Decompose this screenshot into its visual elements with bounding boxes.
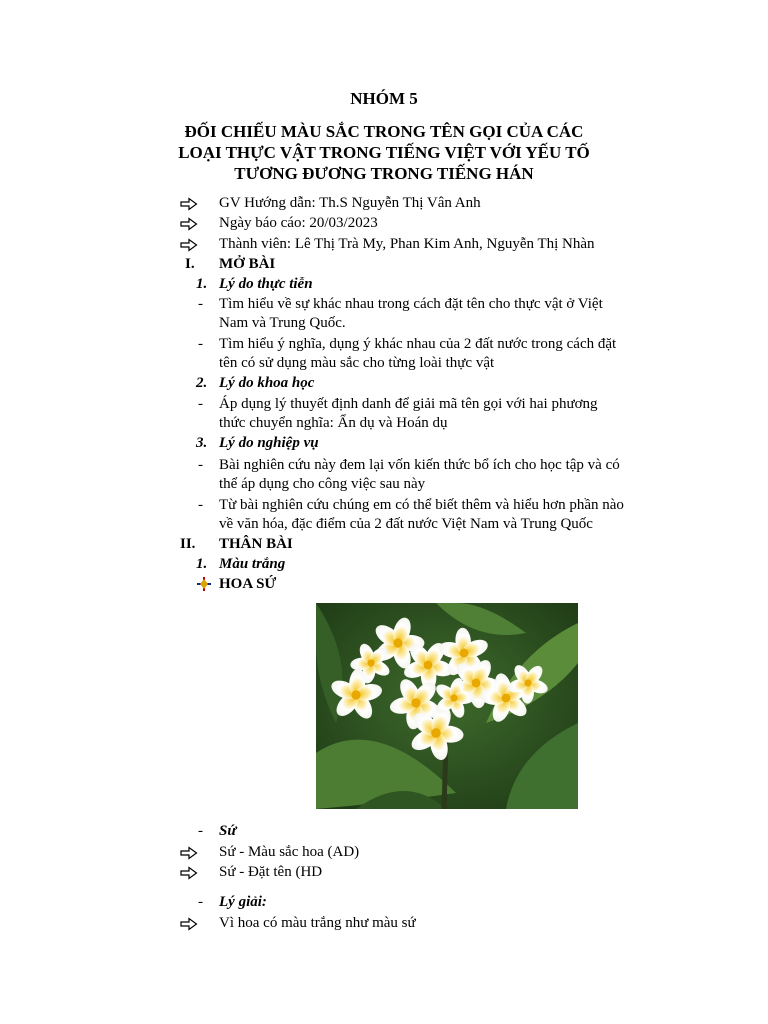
advisor-line: GV Hướng dẫn: Th.S Nguyễn Thị Vân Anh bbox=[219, 195, 481, 211]
list-item-line: Bài nghiên cứu này đem lại vốn kiến thức bổ ích cho học tập và có bbox=[219, 457, 620, 473]
list-item-line: Áp dụng lý thuyết định danh để giải mã tên gọi với hai phương bbox=[219, 396, 598, 412]
dash-bullet: - bbox=[198, 497, 203, 513]
arrow-bullet-icon bbox=[180, 846, 198, 860]
section-title: MỞ BÀI bbox=[219, 256, 276, 272]
explanation-text: Vì hoa có màu trắng như màu sứ bbox=[219, 915, 416, 931]
term-label: Sứ bbox=[219, 823, 237, 839]
list-item-line: thức chuyển nghĩa: Ẩn dụ và Hoán dụ bbox=[219, 415, 448, 431]
list-item-line: thể áp dụng cho công việc sau này bbox=[219, 476, 426, 492]
subsection-number: 3. bbox=[196, 435, 208, 451]
group-heading: NHÓM 5 bbox=[350, 89, 418, 108]
dash-bullet: - bbox=[198, 823, 203, 839]
crosshair-bullet-icon bbox=[197, 577, 211, 591]
section-title: THÂN BÀI bbox=[219, 536, 293, 552]
subsection-title: Lý do khoa học bbox=[219, 375, 315, 391]
explanation-label: Lý giải: bbox=[219, 894, 267, 910]
report-date-line: Ngày báo cáo: 20/03/2023 bbox=[219, 215, 378, 231]
list-item-line: Tìm hiểu ý nghĩa, dụng ý khác nhau của 2 đất nước trong cách đặt bbox=[219, 336, 617, 352]
dash-bullet: - bbox=[198, 336, 203, 352]
title-line: ĐỐI CHIẾU MÀU SẮC TRONG TÊN GỌI CỦA CÁC bbox=[184, 122, 584, 141]
arrow-bullet-icon bbox=[180, 217, 198, 231]
subsection-number: 2. bbox=[196, 375, 208, 391]
dash-bullet: - bbox=[198, 396, 203, 412]
title-line: LOẠI THỰC VẬT TRONG TIẾNG VIỆT VỚI YẾU TỐ bbox=[178, 143, 590, 162]
subsection-title: Lý do thực tiễn bbox=[219, 276, 313, 292]
list-item-line: Từ bài nghiên cứu chúng em có thể biết thêm và hiểu hơn phần nào bbox=[219, 497, 624, 513]
subsection-title: Lý do nghiệp vụ bbox=[219, 435, 319, 451]
body-line: Sứ - Đặt tên (HD bbox=[219, 864, 323, 880]
arrow-bullet-icon bbox=[180, 866, 198, 880]
arrow-bullet-icon bbox=[180, 917, 198, 931]
frangipani-flower-photo bbox=[316, 603, 578, 809]
list-item-line: Tìm hiểu về sự khác nhau trong cách đặt tên cho thực vật ở Việt bbox=[219, 296, 603, 312]
arrow-bullet-icon bbox=[180, 197, 198, 211]
dash-bullet: - bbox=[198, 457, 203, 473]
title-line: TƯƠNG ĐƯƠNG TRONG TIẾNG HÁN bbox=[234, 164, 534, 183]
section-number: I. bbox=[185, 256, 195, 272]
arrow-bullet-icon bbox=[180, 238, 198, 252]
section-number: II. bbox=[180, 536, 196, 552]
list-item-line: tên có sử dụng màu sắc cho từng loài thực vật bbox=[219, 355, 495, 371]
dash-bullet: - bbox=[198, 894, 203, 910]
flower-heading: HOA SỨ bbox=[219, 576, 277, 592]
list-item-line: về văn hóa, đặc điểm của 2 đất nước Việt Nam và Trung Quốc bbox=[219, 516, 593, 532]
body-line: Sứ - Màu sắc hoa (AD) bbox=[219, 844, 360, 860]
report-title bbox=[0, 121, 768, 184]
subsection-title: Màu trắng bbox=[219, 556, 286, 572]
subsection-number: 1. bbox=[196, 276, 208, 292]
members-line: Thành viên: Lê Thị Trà My, Phan Kim Anh, Nguyễn Thị Nhàn bbox=[219, 236, 595, 252]
subsection-number: 1. bbox=[196, 556, 208, 572]
list-item-line: Nam và Trung Quốc. bbox=[219, 315, 346, 331]
dash-bullet: - bbox=[198, 296, 203, 312]
